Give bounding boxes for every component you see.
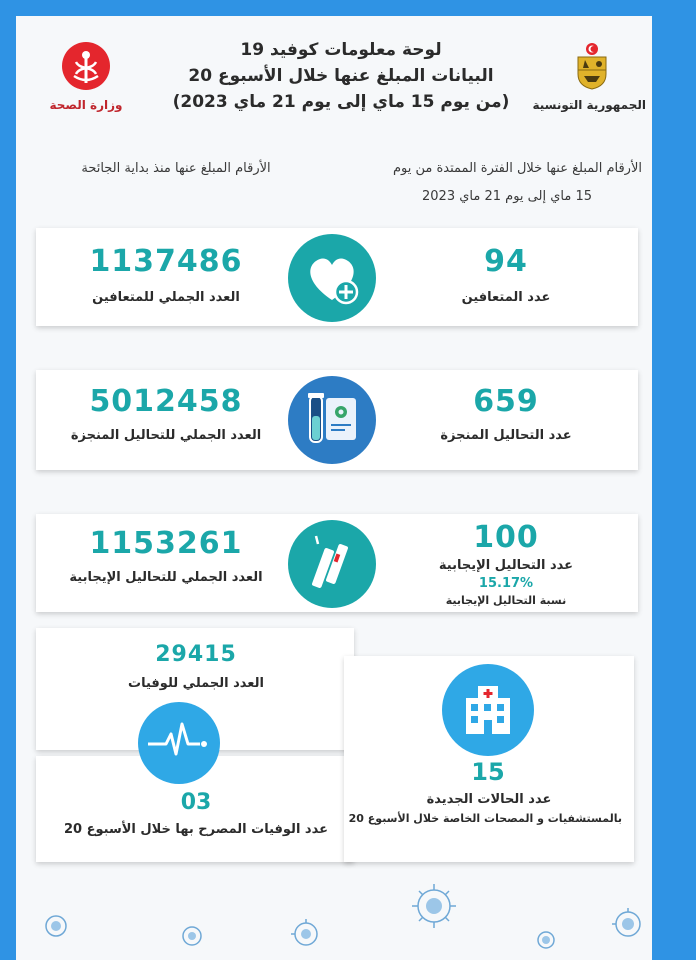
recovered-total-value: 1137486 (89, 244, 243, 279)
page-title-line1: لوحة معلومات كوفيد 19 (240, 40, 442, 60)
tests-weekly-value: 659 (473, 384, 539, 419)
hospital-label-line1: عدد الحالات الجديدة (426, 792, 552, 807)
positive-icon-badge (288, 520, 376, 608)
weekly-period-line1: الأرقام المبلغ عنها خلال الفترة الممتدة من يوم (392, 161, 642, 176)
deaths-icon-badge (138, 702, 220, 784)
recovered-icon-badge (288, 234, 376, 322)
tests-total-label: العدد الجملي للتحاليل المنجزة (70, 428, 262, 443)
recovered-total-label: العدد الجملي للمتعافين (92, 290, 240, 305)
republic-label: الجمهورية التونسية (532, 98, 646, 112)
deaths-total-value: 29415 (155, 642, 237, 667)
tests-total-value: 5012458 (89, 384, 243, 419)
lab-test-icon (288, 376, 376, 464)
hospital-label-line2: بالمستشفيات و المصحات الخاصة خلال الأسبوع 20 (348, 812, 622, 825)
positive-total-label: العدد الجملي للتحاليل الإيجابية (69, 570, 263, 585)
hospital-building-icon (442, 664, 534, 756)
weekly-period-line2: 15 ماي إلى يوم 21 ماي 2023 (422, 189, 592, 204)
heart-plus-icon (288, 234, 376, 322)
cumulative-header: الأرقام المبلغ عنها منذ بداية الجائحة (81, 161, 271, 176)
rapid-test-icon (288, 520, 376, 608)
recovered-weekly-label: عدد المتعافين (461, 290, 551, 305)
positive-weekly-value: 100 (473, 520, 539, 555)
page-title-line3: (من يوم 15 ماي إلى يوم 21 ماي 2023) (172, 92, 510, 112)
deaths-weekly-label: عدد الوفيات المصرح بها خلال الأسبوع 20 (63, 822, 328, 837)
heartbeat-pulse-icon (138, 702, 220, 784)
recovered-weekly-value: 94 (484, 244, 528, 279)
positive-weekly-label: عدد التحاليل الإيجابية (438, 558, 574, 573)
positive-rate-label: نسبة التحاليل الإيجابية (445, 594, 567, 607)
virus-decoration (16, 876, 652, 960)
tunisia-emblem-icon (572, 42, 612, 90)
ministry-health-label: وزارة الصحة (49, 98, 123, 112)
hospital-icon-badge (442, 664, 534, 756)
tests-icon-badge (288, 376, 376, 464)
deaths-weekly-value: 03 (180, 790, 212, 815)
deaths-total-label: العدد الجملي للوفيات (128, 676, 264, 691)
positive-rate-value: 15.17% (478, 576, 534, 591)
republic-emblem (572, 42, 612, 90)
tests-weekly-label: عدد التحاليل المنجزة (440, 428, 572, 443)
ministry-health-logo (62, 42, 110, 90)
caduceus-icon (62, 42, 110, 90)
page-title-line2: البيانات المبلغ عنها خلال الأسبوع 20 (188, 66, 494, 86)
infographic-sheet (16, 16, 652, 960)
positive-total-value: 1153261 (89, 526, 243, 561)
hospital-value: 15 (471, 758, 505, 786)
